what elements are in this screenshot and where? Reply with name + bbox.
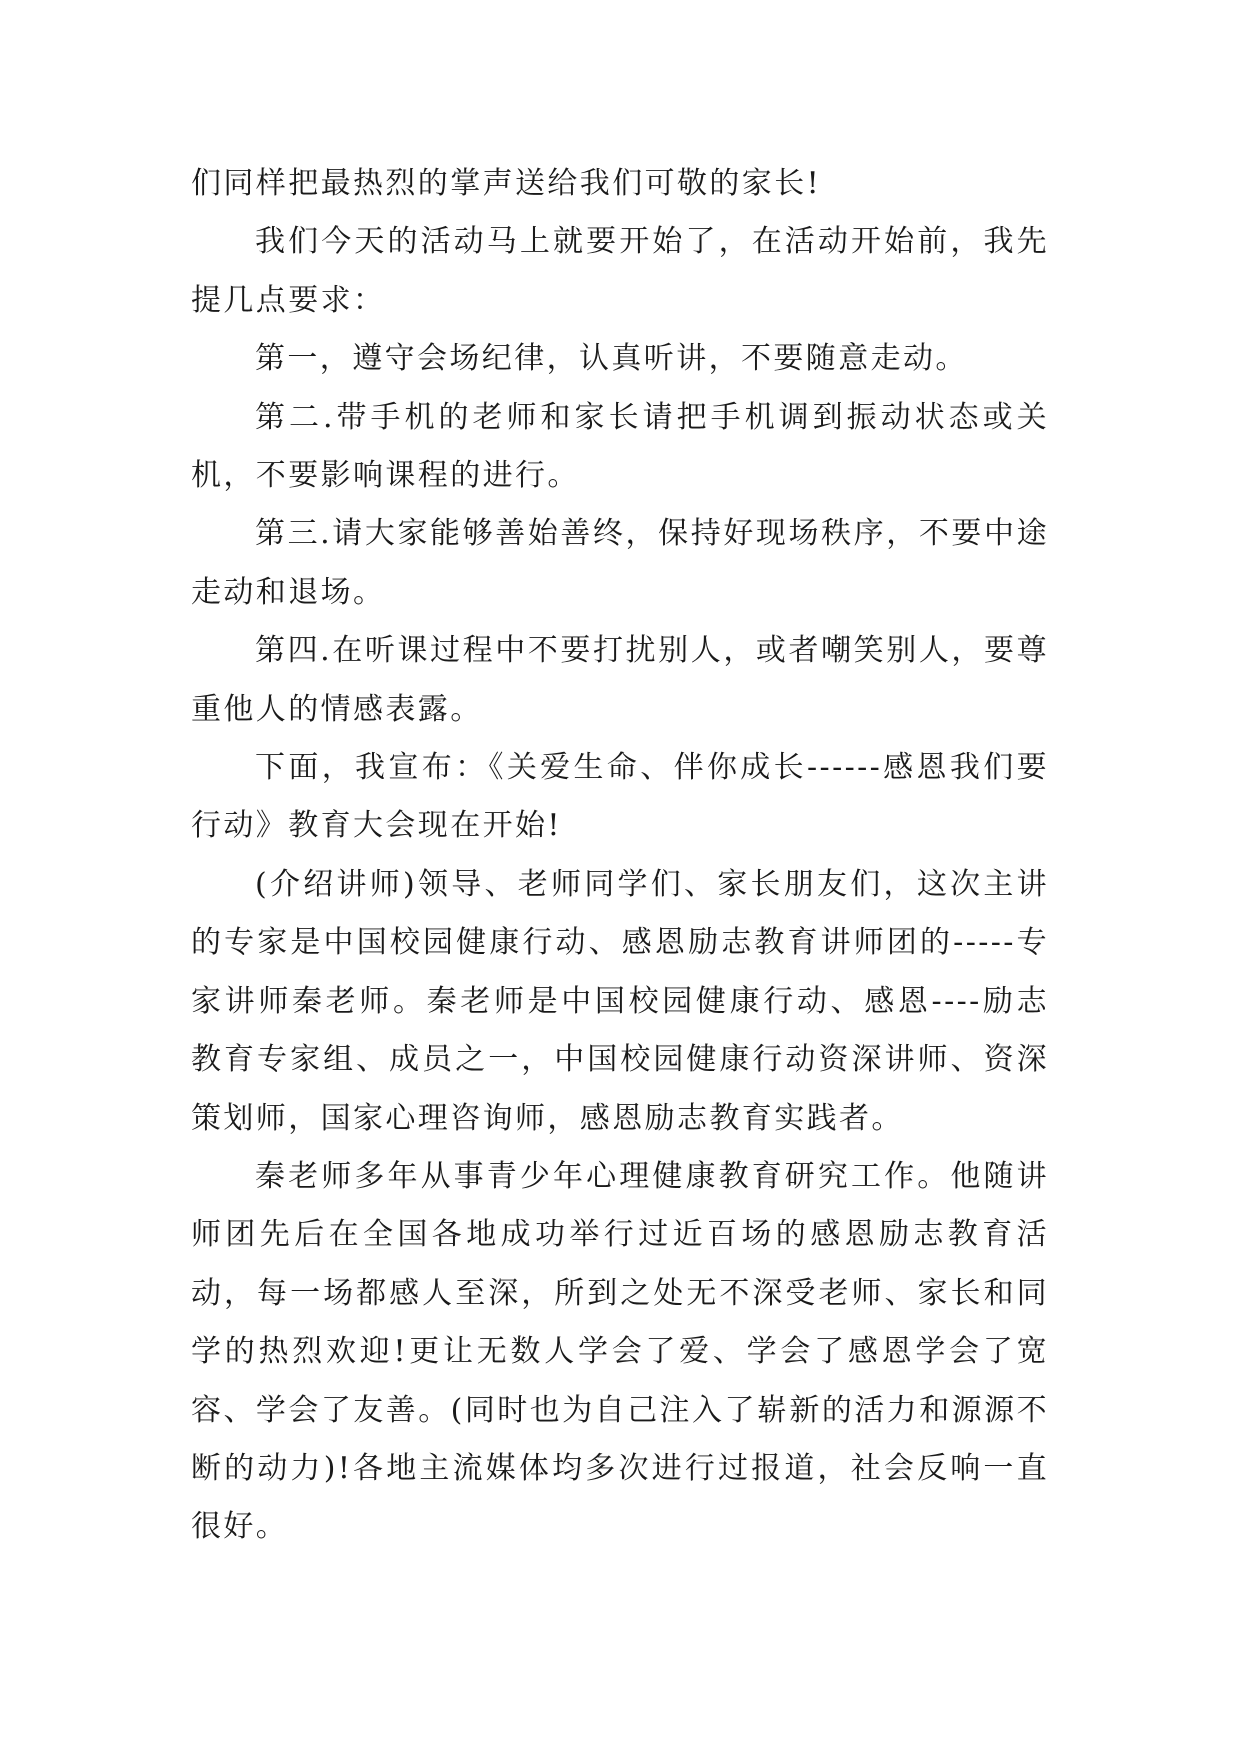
document-body bbox=[191, 155, 1049, 1557]
paragraph-speaker-background: 秦老师多年从事青少年心理健康教育研究工作。他随讲师团先后在全国各地成功举行过近百场的感恩励志教育活动，每一场都感人至深，所到之处无不深受老师、家长和同学的热烈欢迎!更让无数人学会了爱、学会了感恩学会了宽容、学会了友善。(同时也为自己注入了崭新的活力和源源不断的动力)!各地主流媒体均多次进行过报道，社会反响一直很好。 bbox=[191, 1158, 1049, 1545]
paragraph-rule-two: 第二.带手机的老师和家长请把手机调到振动状态或关机，不要影响课程的进行。 bbox=[191, 399, 1049, 494]
paragraph-rule-four: 第四.在听课过程中不要打扰别人，或者嘲笑别人，要尊重他人的情感表露。 bbox=[191, 633, 1049, 727]
paragraph-speaker-intro: (介绍讲师)领导、老师同学们、家长朋友们，这次主讲的专家是中国校园健康行动、感恩励志教育讲师团的-----专家讲师秦老师。秦老师是中国校园健康行动、感恩----励志教育专家组、成员之一，中国校园健康行动资深讲师、资深策划师，国家心理咨询师，感恩励志教育实践者。 bbox=[191, 866, 1049, 1136]
paragraph-announcement: 下面，我宣布：《关爱生命、伴你成长------感恩我们要行动》教育大会现在开始! bbox=[191, 750, 1049, 844]
paragraph-rule-one: 第一，遵守会场纪律，认真听讲，不要随意走动。 bbox=[255, 341, 968, 377]
paragraph-continuation: 们同样把最热烈的掌声送给我们可敬的家长! bbox=[191, 166, 822, 201]
paragraph-activity-start: 我们今天的活动马上就要开始了，在活动开始前，我先提几点要求： bbox=[191, 224, 1049, 318]
paragraph-rule-three: 第三.请大家能够善始善终，保持好现场秩序，不要中途走动和退场。 bbox=[191, 516, 1049, 610]
